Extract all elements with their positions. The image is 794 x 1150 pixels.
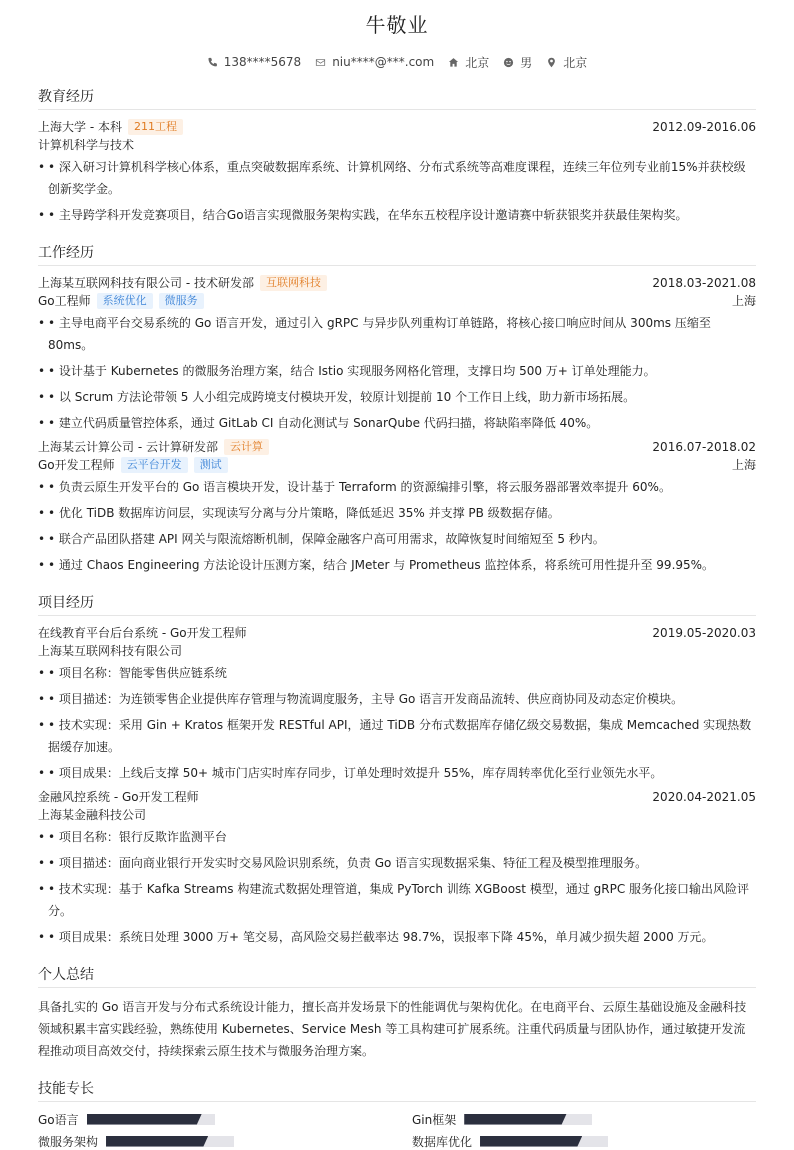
gender-text: 男 <box>520 55 533 70</box>
skills-section <box>38 1080 756 1150</box>
skills-grid <box>38 1110 756 1150</box>
school-tag: 211工程 <box>128 119 183 135</box>
contact-home <box>448 54 489 71</box>
list-item: • • 项目名称：银行反欺诈监测平台 <box>38 830 227 844</box>
project-name: 金融风控系统 - Go开发工程师 <box>38 790 199 804</box>
section-title: 教育经历 <box>38 88 756 110</box>
role-tag: 系统优化 <box>97 293 153 309</box>
skill-item <box>38 1132 382 1150</box>
contact-email <box>315 55 434 69</box>
skill-label: Gin框架 <box>412 1112 457 1127</box>
role-title: Go工程师 <box>38 294 91 308</box>
school-name: 上海大学 - 本科 <box>38 120 122 134</box>
work-bullets <box>38 476 756 576</box>
list-item: • • 技术实现：采用 Gin + Kratos 框架开发 RESTful API，通过 TiDB 分布式数据库存储亿级交易数据，集成 Memcached 实现热数据缓存加速。 <box>38 718 752 754</box>
list-item: • • 优化 TiDB 数据库访问层，实现读写分离与分片策略，降低延迟 35% 并支撑 PB 级数据存储。 <box>38 506 560 520</box>
list-item: • • 深入研习计算机科学核心体系，重点突破数据库系统、计算机网络、分布式系统等高难度课程，连续三年位列专业前15%并获校级创新奖学金。 <box>38 160 746 196</box>
major: 计算机科学与技术 <box>38 138 135 152</box>
project-company: 上海某金融科技公司 <box>38 808 147 822</box>
contact-gender <box>503 54 532 71</box>
work-date: 2016.07-2018.02 <box>652 440 756 454</box>
list-item: • • 通过 Chaos Engineering 方法论设计压测方案，结合 JMeter 与 Prometheus 监控体系，将系统可用性提升至 99.95%。 <box>38 558 715 572</box>
skill-item <box>412 1110 756 1128</box>
work-city: 上海 <box>731 294 756 308</box>
education-section <box>38 88 756 226</box>
list-item: • • 项目描述：为连锁零售企业提供库存管理与物流调度服务，主导 Go 语言开发商品流转、供应商协同及动态定价模块。 <box>38 692 684 706</box>
section-title: 项目经历 <box>38 594 756 616</box>
project-date: 2020.04-2021.05 <box>652 790 756 804</box>
company-name: 上海某云计算公司 - 云计算研发部 <box>38 440 218 454</box>
gender-icon <box>503 57 514 68</box>
work-date: 2018.03-2021.08 <box>652 276 756 290</box>
skill-bar <box>480 1136 608 1147</box>
projects-section <box>38 594 756 948</box>
list-item: • • 联合产品团队搭建 API 网关与限流熔断机制，保障金融客户高可用需求，故障恢复时间缩短至 5 秒内。 <box>38 532 605 546</box>
list-item: • • 负责云原生开发平台的 Go 语言模块开发，设计基于 Terraform 的资源编排引擎，将云服务器部署效率提升 60%。 <box>38 480 671 494</box>
home-icon <box>448 57 459 68</box>
role-tag: 云平台开发 <box>121 457 188 473</box>
skill-bar <box>106 1136 234 1147</box>
phone-text: 138****5678 <box>223 55 302 69</box>
section-title: 技能专长 <box>38 1080 756 1102</box>
candidate-name: 牛敬业 <box>365 13 429 37</box>
list-item: • • 主导跨学科开发竞赛项目，结合Go语言实现微服务架构实践，在华东五校程序设计邀请赛中斩获银奖并获最佳架构奖。 <box>38 208 688 222</box>
summary-section <box>38 966 756 1062</box>
contact-location <box>546 54 587 71</box>
company-tag: 互联网科技 <box>260 275 327 291</box>
role-tag: 测试 <box>194 457 228 473</box>
work-bullets <box>38 312 756 434</box>
list-item: • • 技术实现：基于 Kafka Streams 构建流式数据处理管道，集成 PyTorch 训练 XGBoost 模型，通过 gRPC 服务化接口输出风险评分。 <box>38 882 750 918</box>
project-header <box>38 788 756 806</box>
project-company: 上海某互联网科技有限公司 <box>38 644 183 658</box>
contact-bar <box>38 54 756 70</box>
skill-item <box>38 1110 382 1128</box>
location-text: 北京 <box>563 55 588 70</box>
role-title: Go开发工程师 <box>38 458 115 472</box>
skill-item <box>412 1132 756 1150</box>
list-item: • • 主导电商平台交易系统的 Go 语言开发，通过引入 gRPC 与异步队列重构订单链路，将核心接口响应时间从 300ms 压缩至 80ms。 <box>38 316 711 352</box>
list-item: • • 以 Scrum 方法论带领 5 人小组完成跨境支付模块开发，较原计划提前 10 个工作日上线，助力新市场拓展。 <box>38 390 636 404</box>
section-title: 工作经历 <box>38 244 756 266</box>
project-bullets <box>38 826 756 948</box>
skill-label: 数据库优化 <box>412 1134 473 1149</box>
list-item: • • 项目成果：系统日处理 3000 万+ 笔交易，高风险交易拦截率达 98.7%，误报率下降 45%，单月减少损失超 2000 万元。 <box>38 930 714 944</box>
location-icon <box>546 57 557 68</box>
project-name: 在线教育平台后台系统 - Go开发工程师 <box>38 626 247 640</box>
home-text: 北京 <box>465 55 490 70</box>
work-header <box>38 274 756 292</box>
list-item: • • 项目描述：面向商业银行开发实时交易风险识别系统，负责 Go 语言实现数据采集、特征工程及模型推理服务。 <box>38 856 648 870</box>
section-title: 个人总结 <box>38 966 756 988</box>
project-header <box>38 624 756 642</box>
education-bullets <box>38 156 756 226</box>
phone-icon <box>207 57 218 68</box>
skill-bar-fill <box>106 1136 208 1147</box>
project-bullets <box>38 662 756 784</box>
list-item: • • 设计基于 Kubernetes 的微服务治理方案，结合 Istio 实现服务网格化管理，支撑日均 500 万+ 订单处理能力。 <box>38 364 656 378</box>
work-section <box>38 244 756 576</box>
skill-label: Go语言 <box>38 1112 79 1127</box>
education-header <box>38 118 756 136</box>
contact-phone <box>207 55 301 69</box>
skill-bar-fill <box>480 1136 582 1147</box>
work-header <box>38 438 756 456</box>
email-text: niu****@***.com <box>332 55 435 69</box>
skill-label: 微服务架构 <box>38 1134 99 1149</box>
work-role-row <box>38 292 756 310</box>
role-tag: 微服务 <box>159 293 204 309</box>
company-name: 上海某互联网科技有限公司 - 技术研发部 <box>38 276 254 290</box>
list-item: • • 项目成果：上线后支撑 50+ 城市门店实时库存同步，订单处理时效提升 55%，库存周转率优化至行业领先水平。 <box>38 766 663 780</box>
project-date: 2019.05-2020.03 <box>652 626 756 640</box>
list-item: • • 建立代码质量管控体系，通过 GitLab CI 自动化测试与 SonarQube 代码扫描，将缺陷率降低 40%。 <box>38 416 599 430</box>
company-tag: 云计算 <box>224 439 269 455</box>
work-role-row <box>38 456 756 474</box>
education-date: 2012.09-2016.06 <box>652 120 756 134</box>
mail-icon <box>315 57 326 68</box>
summary-text: 具备扎实的 Go 语言开发与分布式系统设计能力，擅长高并发场景下的性能调优与架构优化。在电商平台、云原生基础设施及金融科技领域积累丰富实践经验，熟练使用 Kubernetes、Service Mesh 等工具构建可扩展系统。注重代码质量与团队协作，通过敏捷开发流程推动项目高效交付，持续探索云原生技术与微服务治理方案。 <box>38 1000 747 1058</box>
work-city: 上海 <box>731 458 756 472</box>
list-item: • • 项目名称：智能零售供应链系统 <box>38 666 227 680</box>
